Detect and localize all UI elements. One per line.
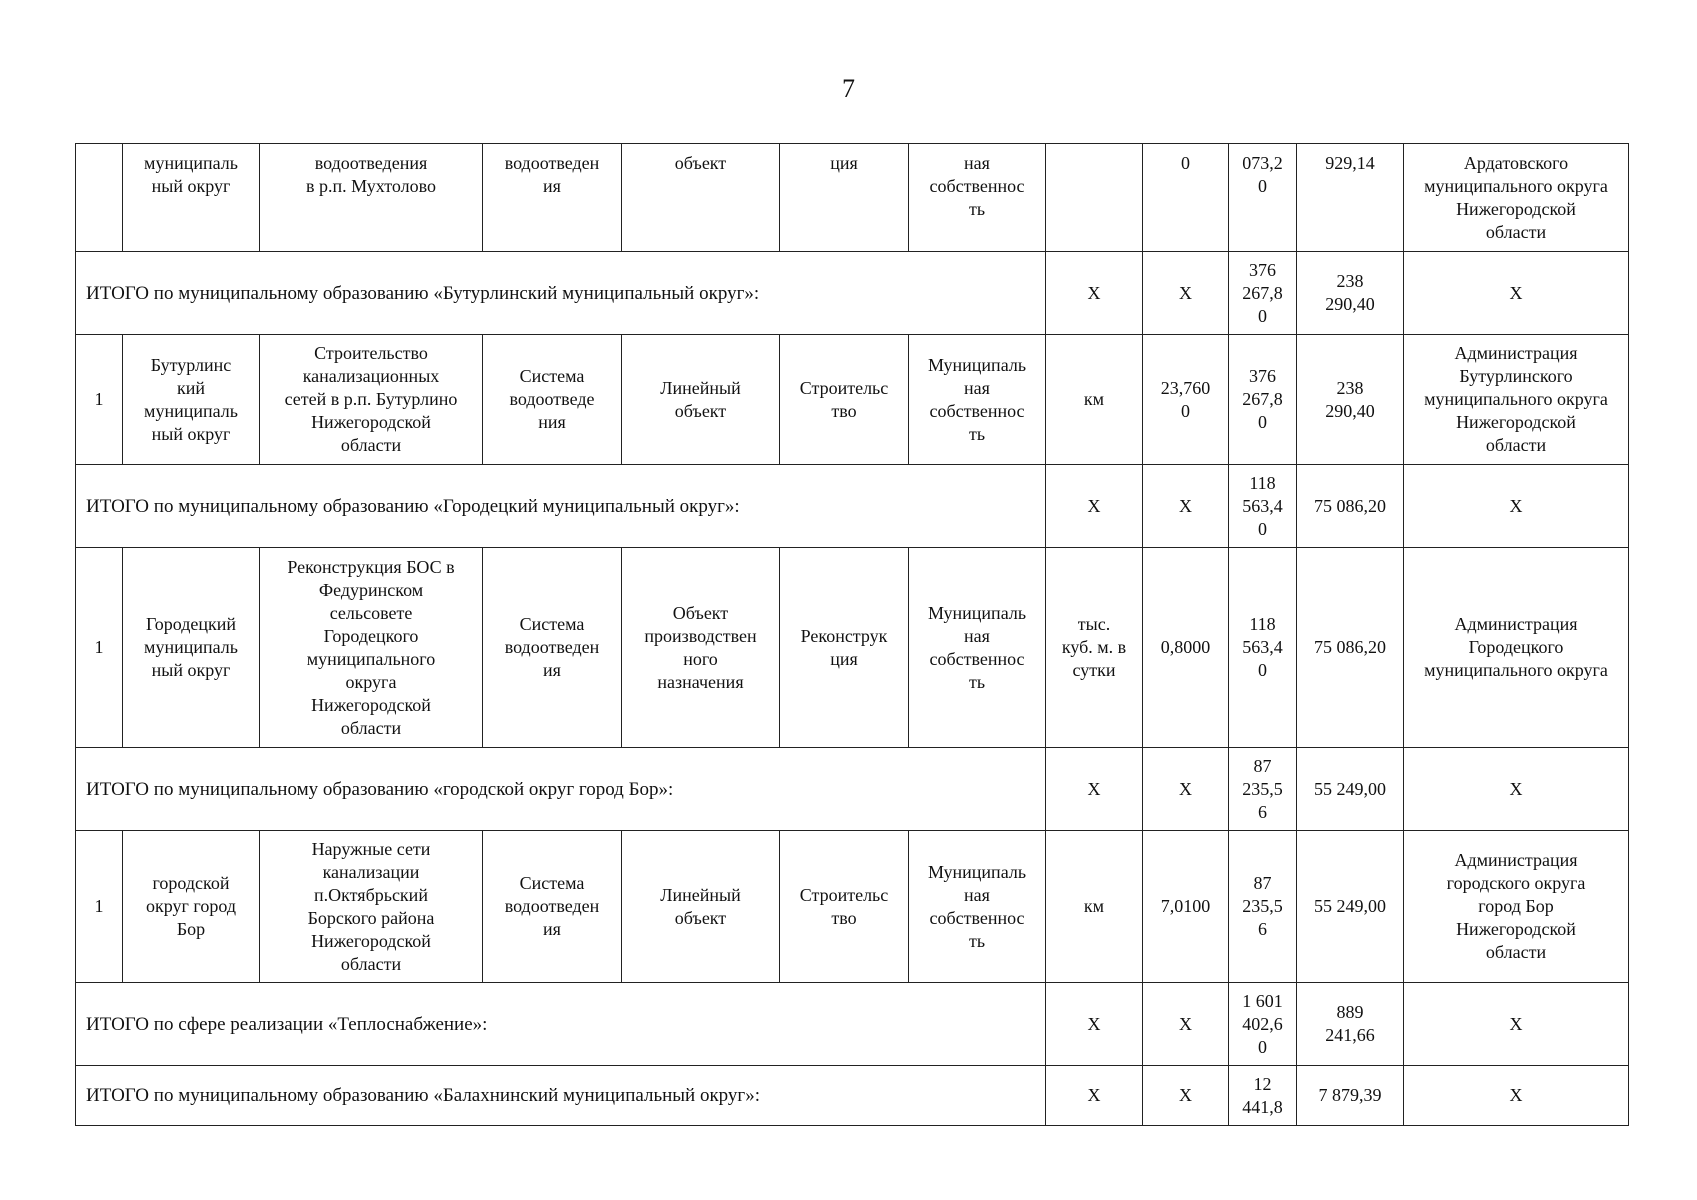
- cell-line: км: [1083, 896, 1105, 916]
- capacity-cell: [1143, 335, 1229, 465]
- ownership-cell: [909, 548, 1046, 748]
- total-cost-cell: [1229, 465, 1297, 548]
- total-customer-cell: X: [1404, 1066, 1629, 1126]
- ownership-cell: [909, 335, 1046, 465]
- cell-line: муниципаль: [144, 637, 238, 657]
- customer-cell: [1404, 335, 1629, 465]
- cell-line: объект: [674, 907, 727, 928]
- cost-total-cell: [1229, 335, 1297, 465]
- cell-line: 0: [1258, 412, 1267, 432]
- total-cost-cell: [1229, 252, 1297, 335]
- cell-line: 0: [1258, 1036, 1267, 1057]
- total-customer-cell: X: [1404, 252, 1629, 335]
- cost-total-cell: [1229, 548, 1297, 748]
- cell-line: сетей в р.п. Бутурлино: [284, 389, 458, 409]
- cell-line: округ город: [146, 896, 236, 916]
- cell-line: ть: [968, 671, 986, 692]
- cell-line: 0,8000: [1160, 637, 1211, 657]
- total-capacity-cell: X: [1143, 983, 1229, 1066]
- cell-line: 238: [1336, 377, 1364, 398]
- total-unit-cell: X: [1046, 1066, 1143, 1126]
- capacity-cell: [1143, 548, 1229, 748]
- total-unit-cell: X: [1046, 465, 1143, 548]
- cell-line: куб. м. в: [1061, 637, 1127, 657]
- cell-line: 0: [1181, 153, 1190, 173]
- cell-line: Администрация: [1454, 614, 1578, 634]
- cell-line: в р.п. Мухтолово: [306, 176, 436, 196]
- cell-line: водоотведе: [509, 389, 595, 409]
- cell-line: тво: [831, 400, 857, 421]
- cell-line: п.Октябрьский: [314, 884, 428, 905]
- cell-line: 441,8: [1242, 1096, 1283, 1117]
- cell-line: Наружные сети: [311, 838, 431, 859]
- cell-line: ия: [543, 919, 561, 939]
- cell-line: канализационных: [302, 366, 440, 386]
- cell-line: водоотведен: [504, 637, 600, 657]
- cell-line: канализации: [322, 861, 420, 882]
- cell-line: Строительство: [314, 343, 428, 363]
- cell-line: Линейный: [660, 884, 741, 905]
- total-row: [76, 465, 1629, 548]
- row-number-cell: [76, 144, 123, 252]
- total-cost-cell: [1229, 983, 1297, 1066]
- cell-line: области: [1485, 222, 1547, 242]
- cell-line: км: [1083, 389, 1105, 409]
- cell-line: городского округа: [1446, 873, 1586, 893]
- cell-line: ть: [968, 199, 986, 219]
- total-cost-cell: [1229, 1066, 1297, 1126]
- cell-line: 7 879,39: [1318, 1085, 1382, 1105]
- total-capacity-cell: X: [1143, 252, 1229, 335]
- cell-line: водоотведен: [504, 896, 600, 916]
- total-label: ИТОГО по сфере реализации «Теплоснабжение»:: [76, 983, 1046, 1066]
- total-customer-cell: X: [1404, 748, 1629, 831]
- cell-line: Система: [519, 614, 585, 634]
- cell-line: 75 086,20: [1314, 495, 1386, 516]
- objects-table: [75, 143, 1629, 1126]
- cell-line: области: [340, 717, 402, 738]
- object-name-cell: [260, 335, 483, 465]
- cell-line: 55 249,00: [1314, 896, 1386, 916]
- cell-line: Бутурлинс: [150, 354, 232, 375]
- system-cell: [483, 548, 622, 748]
- cell-line: Городецкого: [1468, 637, 1564, 657]
- work-type-cell: [780, 144, 909, 252]
- cell-line: муниципального округа: [1424, 389, 1608, 409]
- cell-line: 073,2: [1242, 153, 1283, 173]
- cell-line: 889: [1336, 1002, 1364, 1022]
- cell-line: 563,4: [1242, 495, 1283, 516]
- cell-line: Ардатовского: [1463, 153, 1569, 173]
- total-cost-cell: [1229, 748, 1297, 831]
- cell-line: 6: [1258, 801, 1267, 822]
- cell-line: 235,5: [1242, 896, 1283, 916]
- cost-budget-cell: [1297, 144, 1404, 252]
- capacity-cell: [1143, 144, 1229, 252]
- table-row: [76, 548, 1629, 748]
- cell-line: 118: [1249, 614, 1276, 634]
- cell-line: муниципального округа: [1424, 176, 1608, 196]
- cell-line: собственнос: [929, 907, 1025, 928]
- total-unit-cell: X: [1046, 748, 1143, 831]
- capacity-cell: [1143, 831, 1229, 983]
- ownership-cell: [909, 831, 1046, 983]
- cell-line: Нижегородской: [311, 412, 431, 432]
- cell-line: 0: [1258, 305, 1267, 326]
- cell-line: ный округ: [151, 176, 231, 196]
- cell-line: 267,8: [1242, 389, 1283, 409]
- table-row: [76, 831, 1629, 983]
- table-row: [76, 144, 1629, 252]
- cell-line: Реконструк: [800, 625, 888, 646]
- cell-line: 290,40: [1325, 294, 1375, 314]
- row-number-cell: 1: [76, 548, 123, 748]
- cell-line: водоотведен: [504, 153, 600, 173]
- object-type-cell: [622, 548, 780, 748]
- municipality-cell: [123, 144, 260, 252]
- cell-line: Федуринском: [318, 579, 424, 600]
- cell-line: Нижегородской: [1456, 412, 1576, 432]
- cell-line: Объект: [672, 602, 729, 623]
- cell-line: округа: [345, 671, 397, 692]
- cell-line: области: [1485, 435, 1547, 455]
- cell-line: 0: [1181, 400, 1190, 421]
- cell-line: город Бор: [1478, 896, 1554, 916]
- row-number-cell: 1: [76, 831, 123, 983]
- total-capacity-cell: X: [1143, 465, 1229, 548]
- object-name-cell: [260, 548, 483, 748]
- customer-cell: [1404, 144, 1629, 252]
- ownership-cell: [909, 144, 1046, 252]
- cell-line: 402,6: [1242, 1013, 1283, 1034]
- work-type-cell: [780, 831, 909, 983]
- cell-line: муниципального: [306, 648, 436, 669]
- cell-line: 87: [1253, 873, 1272, 893]
- cell-line: 376: [1249, 259, 1276, 280]
- cell-line: ть: [968, 423, 986, 444]
- cell-line: производствен: [644, 625, 757, 646]
- cell-line: собственнос: [929, 176, 1025, 196]
- total-customer-cell: X: [1404, 983, 1629, 1066]
- system-cell: [483, 831, 622, 983]
- cell-line: Линейный: [660, 377, 741, 398]
- cell-line: ная: [964, 625, 990, 646]
- total-budget-cell: [1297, 252, 1404, 335]
- cell-line: 929,14: [1325, 153, 1375, 173]
- cell-line: сельсовете: [329, 602, 413, 623]
- cell-line: Муниципаль: [927, 861, 1027, 882]
- unit-cell: [1046, 831, 1143, 983]
- unit-cell: [1046, 548, 1143, 748]
- unit-cell: [1046, 335, 1143, 465]
- cell-line: ция: [830, 648, 858, 669]
- cell-line: собственнос: [929, 400, 1025, 421]
- cell-line: сутки: [1072, 660, 1116, 680]
- cell-line: водоотведения: [314, 153, 428, 173]
- total-label: ИТОГО по муниципальному образованию «городской округ город Бор»:: [76, 748, 1046, 831]
- cell-line: Администрация: [1454, 850, 1578, 870]
- total-budget-cell: [1297, 748, 1404, 831]
- cost-budget-cell: [1297, 548, 1404, 748]
- cell-line: Муниципаль: [927, 354, 1027, 375]
- cell-line: объект: [674, 153, 727, 173]
- cell-line: 290,40: [1325, 400, 1375, 421]
- cell-line: 241,66: [1325, 1025, 1375, 1045]
- cost-budget-cell: [1297, 831, 1404, 983]
- municipality-cell: [123, 548, 260, 748]
- cell-line: области: [340, 953, 402, 974]
- total-row: [76, 748, 1629, 831]
- cell-line: 75 086,20: [1314, 637, 1386, 657]
- cell-line: назначения: [657, 671, 744, 692]
- cost-total-cell: [1229, 144, 1297, 252]
- cell-line: Бор: [176, 919, 206, 939]
- cell-line: 118: [1249, 472, 1276, 493]
- cell-line: Нижегородской: [311, 694, 431, 715]
- cell-line: 238: [1336, 271, 1364, 291]
- cell-line: 0: [1258, 518, 1267, 539]
- object-type-cell: [622, 831, 780, 983]
- total-unit-cell: X: [1046, 252, 1143, 335]
- cell-line: Строительс: [799, 884, 889, 905]
- cell-line: ть: [968, 930, 986, 951]
- object-type-cell: [622, 144, 780, 252]
- cell-line: Администрация: [1454, 343, 1578, 363]
- cell-line: ная: [964, 153, 990, 173]
- total-row: [76, 1066, 1629, 1126]
- table-row: [76, 335, 1629, 465]
- cell-line: Борского района: [307, 907, 435, 928]
- object-name-cell: [260, 144, 483, 252]
- total-label: ИТОГО по муниципальному образованию «Балахнинский муниципальный округ»:: [76, 1066, 1046, 1126]
- total-label: ИТОГО по муниципальному образованию «Бутурлинский муниципальный округ»:: [76, 252, 1046, 335]
- cell-line: ный округ: [151, 660, 231, 680]
- cell-line: Нижегородской: [1456, 919, 1576, 939]
- cell-line: Городецкий: [145, 614, 237, 634]
- system-cell: [483, 335, 622, 465]
- cell-line: ия: [543, 176, 561, 196]
- cell-line: 55 249,00: [1314, 778, 1386, 799]
- total-row: [76, 983, 1629, 1066]
- cell-line: 0: [1258, 660, 1267, 680]
- cost-budget-cell: [1297, 335, 1404, 465]
- cell-line: 12: [1253, 1073, 1272, 1094]
- customer-cell: [1404, 548, 1629, 748]
- row-number-cell: 1: [76, 335, 123, 465]
- total-customer-cell: X: [1404, 465, 1629, 548]
- cell-line: Городецкого: [323, 625, 419, 646]
- total-budget-cell: [1297, 983, 1404, 1066]
- cell-line: Строительс: [799, 377, 889, 398]
- cell-line: объект: [674, 400, 727, 421]
- cell-line: муниципаль: [144, 400, 238, 421]
- unit-cell: [1046, 144, 1143, 252]
- cell-line: кий: [176, 377, 205, 398]
- cell-line: тво: [831, 907, 857, 928]
- cell-line: Бутурлинского: [1459, 366, 1573, 386]
- cell-line: 1 601: [1242, 990, 1283, 1011]
- cell-line: Нижегородской: [1456, 199, 1576, 219]
- cell-line: области: [1485, 942, 1547, 962]
- page-number: 7: [842, 74, 855, 103]
- total-unit-cell: X: [1046, 983, 1143, 1066]
- cell-line: ия: [543, 660, 561, 680]
- cell-line: области: [340, 435, 402, 455]
- total-capacity-cell: X: [1143, 748, 1229, 831]
- cell-line: Нижегородской: [311, 930, 431, 951]
- cell-line: 23,760: [1160, 377, 1211, 398]
- cell-line: Система: [519, 873, 585, 893]
- cell-line: муниципаль: [144, 153, 238, 173]
- cell-line: ная: [964, 884, 990, 905]
- cell-line: тыс.: [1077, 614, 1111, 634]
- system-cell: [483, 144, 622, 252]
- cell-line: ная: [964, 377, 990, 398]
- cell-line: ния: [538, 412, 566, 432]
- cell-line: Муниципаль: [927, 602, 1027, 623]
- cell-line: 7,0100: [1160, 896, 1211, 916]
- cell-line: 563,4: [1242, 637, 1283, 657]
- total-capacity-cell: X: [1143, 1066, 1229, 1126]
- total-budget-cell: [1297, 465, 1404, 548]
- cell-line: ного: [683, 648, 718, 669]
- cell-line: 6: [1258, 919, 1267, 939]
- cell-line: 267,8: [1242, 282, 1283, 303]
- total-label: ИТОГО по муниципальному образованию «Городецкий муниципальный округ»:: [76, 465, 1046, 548]
- municipality-cell: [123, 335, 260, 465]
- cell-line: собственнос: [929, 648, 1025, 669]
- work-type-cell: [780, 548, 909, 748]
- cell-line: ный округ: [151, 423, 231, 444]
- total-budget-cell: [1297, 1066, 1404, 1126]
- table-body: [76, 144, 1629, 1126]
- cell-line: муниципального округа: [1424, 660, 1608, 680]
- cell-line: 0: [1258, 176, 1267, 196]
- cell-line: Система: [519, 366, 585, 386]
- cell-line: Реконструкция БОС в: [287, 556, 455, 577]
- object-type-cell: [622, 335, 780, 465]
- cell-line: 87: [1253, 755, 1272, 776]
- cost-total-cell: [1229, 831, 1297, 983]
- cell-line: городской: [152, 873, 230, 893]
- cell-line: 376: [1249, 366, 1276, 386]
- cell-line: ция: [830, 153, 858, 173]
- work-type-cell: [780, 335, 909, 465]
- municipality-cell: [123, 831, 260, 983]
- object-name-cell: [260, 831, 483, 983]
- cell-line: 235,5: [1242, 778, 1283, 799]
- customer-cell: [1404, 831, 1629, 983]
- total-row: [76, 252, 1629, 335]
